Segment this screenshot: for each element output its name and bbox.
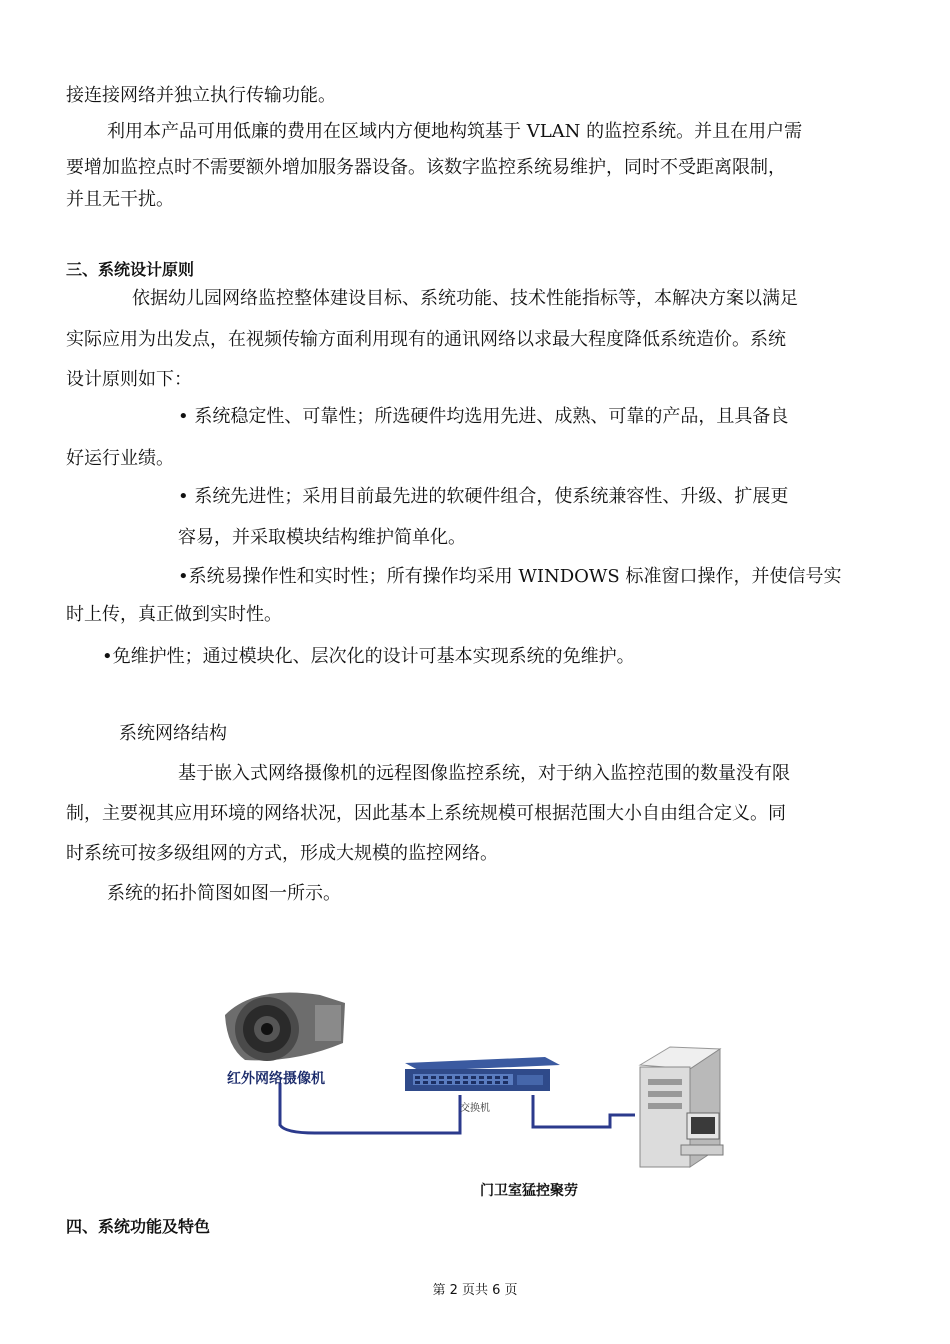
bullet-line: •免维护性；通过模块化、层次化的设计可基本实现系统的免维护。 (102, 646, 635, 667)
topology-figure (215, 985, 735, 1185)
section-heading: 四、系统功能及特色 (66, 1217, 211, 1236)
bullet-line: 容易，并采取模块结构维护简单化。 (178, 527, 466, 548)
bullet-line: • 系统先进性；采用目前最先进的软硬件组合，使系统兼容性、升级、扩展更 (178, 486, 789, 507)
camera-icon (225, 993, 345, 1062)
paragraph-line: 设计原则如下： (66, 369, 192, 390)
paragraph-line: 系统的拓扑简图如图一所示。 (107, 883, 341, 904)
bullet-line: 好运行业绩。 (66, 448, 174, 469)
page-footer: 第 2 页共 6 页 (432, 1283, 518, 1298)
paragraph-line: 并且无干扰。 (66, 189, 174, 210)
figure-caption: 门卫室猛控聚劳 (480, 1183, 578, 1199)
paragraph-line: 制，主要视其应用环境的网络状况，因此基本上系统规模可根据范围大小自由组合定义。同 (66, 803, 786, 824)
paragraph-line: 利用本产品可用低廉的费用在区域内方便地构筑基于 VLAN 的监控系统。并且在用户需 (107, 121, 803, 142)
server-cable (533, 1095, 635, 1127)
bullet-line: 时上传，真正做到实时性。 (66, 604, 282, 625)
switch-label: 交换机 (460, 1103, 490, 1114)
paragraph-line: 实际应用为出发点，在视频传输方面利用现有的通讯网络以求最大程度降低系统造价。系统 (66, 329, 786, 350)
subsection-title: 系统网络结构 (119, 723, 227, 744)
server-icon (640, 1047, 723, 1167)
bullet-line: • 系统稳定性、可靠性；所选硬件均选用先进、成熟、可靠的产品，且具备良 (178, 406, 789, 427)
paragraph-line: 依据幼儿园网络监控整体建设目标、系统功能、技术性能指标等，本解决方案以满足 (132, 288, 798, 309)
section-heading: 三、系统设计原则 (66, 260, 195, 279)
paragraph-line: 接连接网络并独立执行传输功能。 (66, 85, 336, 106)
switch-icon (405, 1057, 560, 1091)
camera-label: 红外网络摄像机 (227, 1071, 325, 1087)
paragraph-line: 时系统可按多级组网的方式，形成大规模的监控网络。 (66, 843, 498, 864)
bullet-line: •系统易操作性和实时性；所有操作均采用 WINDOWS 标准窗口操作，并使信号实 (178, 566, 842, 587)
paragraph-line: 要增加监控点时不需要额外增加服务器设备。该数字监控系统易维护，同时不受距离限制， (66, 157, 786, 178)
paragraph-line: 基于嵌入式网络摄像机的远程图像监控系统，对于纳入监控范围的数量没有限 (178, 763, 790, 784)
